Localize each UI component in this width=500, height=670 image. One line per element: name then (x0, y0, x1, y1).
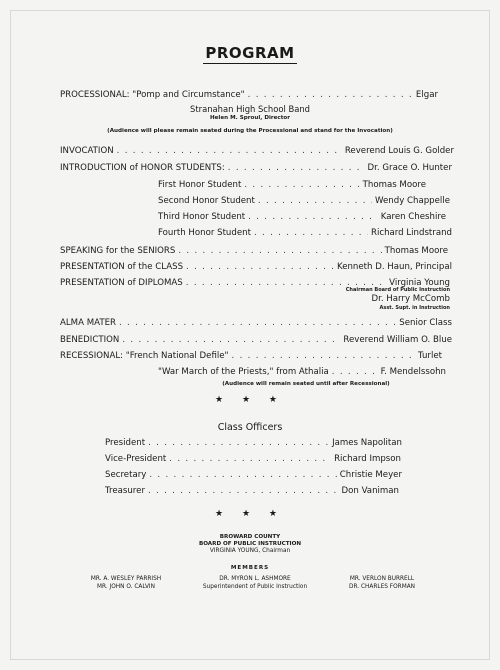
honor-student-label: Third Honor Student (158, 212, 246, 222)
member-name: MR. VERLON BURRELL (349, 576, 415, 582)
recessional-label: RECESSIONAL: "French National Defile" (60, 351, 229, 361)
honor-student-row (158, 196, 450, 206)
processional-note: (Audience will please remain seated during the Processional and stand for the Invocation) (107, 128, 393, 134)
invocation-label: INVOCATION (60, 146, 114, 156)
diplomas-second-title: Asst. Supt. in Instruction (379, 305, 450, 311)
officer-title: President (105, 438, 146, 448)
recessional-note: (Audience will remain seated until after Recessional) (222, 381, 390, 387)
leader-dots (119, 318, 396, 328)
officer-name: Don Vaniman (341, 486, 399, 496)
leader-dots (248, 212, 378, 222)
processional-row (60, 90, 438, 100)
member-name: MR. A. WESLEY PARRISH (90, 576, 162, 582)
officer-name: Richard Impson (334, 454, 401, 464)
honor-student-row (158, 180, 426, 190)
presentation-diplomas-label: PRESENTATION of DIPLOMAS (60, 278, 183, 288)
leader-dots (169, 454, 331, 464)
honor-student-row (158, 228, 452, 238)
speaking-value: Thomas Moore (384, 246, 448, 256)
officer-row (105, 486, 399, 496)
invocation-row (60, 146, 454, 156)
benediction-row (60, 335, 452, 345)
honor-intro-value: Dr. Grace O. Hunter (367, 163, 452, 173)
officer-row (105, 454, 401, 464)
honor-student-row (158, 212, 446, 222)
presentation-class-row (60, 262, 452, 272)
leader-dots (258, 196, 372, 206)
processional-value: Elgar (415, 90, 438, 100)
members-left (66, 575, 186, 591)
leader-dots (122, 335, 340, 345)
speaking-row (60, 246, 448, 256)
presentation-diplomas-value: Virginia Young (389, 278, 450, 288)
member-name: MR. JOHN O. CALVIN (97, 584, 155, 590)
presentation-class-label: PRESENTATION of the CLASS (60, 262, 184, 272)
recessional-value: Turlet (418, 351, 442, 361)
leader-dots (232, 351, 416, 361)
honor-student-label: First Honor Student (158, 180, 242, 190)
invocation-value: Reverend Louis G. Golder (344, 146, 454, 156)
members-heading: MEMBERS (230, 565, 270, 571)
leader-dots (186, 262, 334, 272)
honor-student-value: Thomas Moore (362, 180, 426, 190)
diplomas-chairman-title: Chairman Board of Public Instruction (345, 287, 450, 293)
leader-dots (244, 180, 359, 190)
officer-title: Treasurer (105, 486, 145, 496)
alma-mater-label: ALMA MATER (60, 318, 116, 328)
recessional-second-row (158, 367, 446, 377)
honor-student-label: Fourth Honor Student (158, 228, 251, 238)
honor-student-value: Richard Lindstrand (371, 228, 452, 238)
leader-dots (254, 228, 368, 238)
alma-mater-value: Senior Class (399, 318, 452, 328)
leader-dots (149, 470, 336, 480)
processional-label: PROCESSIONAL: "Pomp and Circumstance" (60, 90, 245, 100)
honor-student-value: Wendy Chappelle (375, 196, 450, 206)
officer-title: Secretary (105, 470, 147, 480)
officer-title: Vice-President (105, 454, 167, 464)
recessional-row (60, 351, 442, 361)
board-county: BROWARD COUNTY (219, 534, 281, 540)
board-chairman: VIRGINIA YOUNG, Chairman (209, 548, 291, 554)
members-center (185, 575, 325, 591)
benediction-label: BENEDICTION (60, 335, 120, 345)
leader-dots (332, 367, 378, 377)
band-director: Helen M. Sproul, Director (209, 115, 291, 121)
leader-dots (117, 146, 342, 156)
board-name: BOARD OF PUBLIC INSTRUCTION (198, 541, 302, 547)
honor-student-value: Karen Cheshire (380, 212, 446, 222)
officer-row (105, 470, 402, 480)
diplomas-second-presenter: Dr. Harry McComb (371, 294, 450, 304)
officer-name: James Napolitan (332, 438, 402, 448)
leader-dots (148, 438, 329, 448)
class-officers-heading: Class Officers (217, 422, 283, 433)
officer-name: Christie Meyer (339, 470, 402, 480)
presentation-class-value: Kenneth D. Haun, Principal (336, 262, 452, 272)
honor-intro-row (60, 163, 452, 173)
band-name: Stranahan High School Band (190, 104, 310, 114)
star-divider: ★ ★ ★ (215, 395, 285, 405)
honor-intro-label: INTRODUCTION of HONOR STUDENTS: (60, 163, 225, 173)
member-title: Superintendent of Public Instruction (202, 584, 308, 590)
benediction-value: Reverend William O. Blue (343, 335, 452, 345)
member-name: DR. CHARLES FORMAN (348, 584, 415, 590)
honor-student-label: Second Honor Student (158, 196, 255, 206)
star-divider: ★ ★ ★ (215, 509, 285, 519)
officer-row (105, 438, 402, 448)
members-right (322, 575, 442, 591)
leader-dots (248, 90, 413, 100)
leader-dots (178, 246, 381, 256)
member-name: DR. MYRON L. ASHMORE (219, 576, 291, 582)
speaking-label: SPEAKING for the SENIORS (60, 246, 176, 256)
page-title: PROGRAM (205, 44, 295, 62)
leader-dots (148, 486, 339, 496)
leader-dots (228, 163, 365, 173)
recessional-second-value: F. Mendelssohn (380, 367, 446, 377)
recessional-second-label: "War March of the Priests," from Athalia (158, 367, 329, 377)
alma-mater-row (60, 318, 452, 328)
